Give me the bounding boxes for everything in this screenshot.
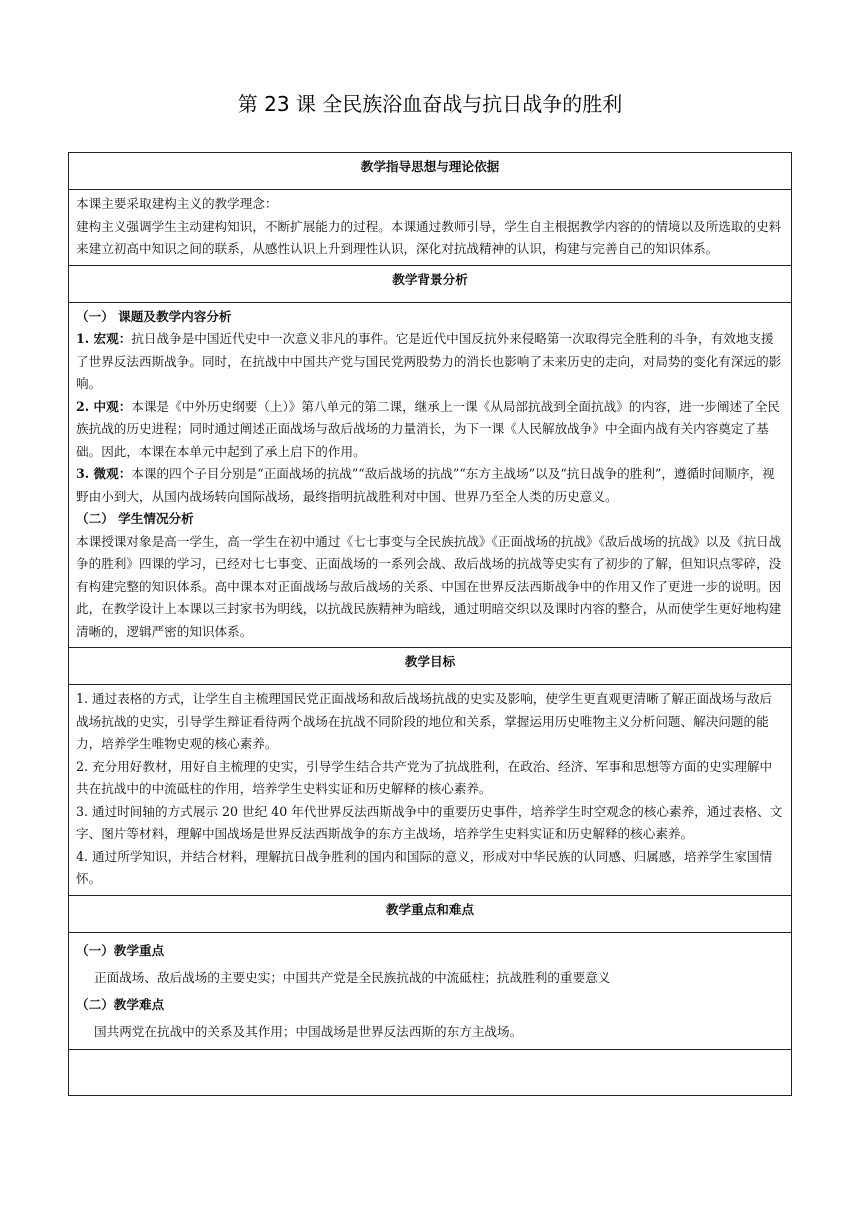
macro-label: 1. 宏观：	[76, 331, 132, 346]
objective-item: 1. 通过表格的方式，让学生自主梳理国民党正面战场和敌后战场抗战的史实及影响，使学生更直观更清晰了解正面战场与敌后战场抗战的史实，引导学生辩证看待两个战场在抗战不同阶段的地位和关系，掌握运用历史唯物主义分析问题、解决问题的能力，培养学生唯物史观的核心素养。	[76, 691, 773, 751]
micro-paragraph	[76, 463, 784, 508]
section-heading-objectives: 教学目标	[69, 648, 792, 685]
table-row	[69, 153, 792, 190]
subheading-difficulty: （二）教学难点	[76, 996, 165, 1012]
empty-cell	[69, 1049, 792, 1095]
table-row	[69, 648, 792, 685]
student-analysis-text: 本课授课对象是高一学生，高一学生在初中通过《七七事变与全民族抗战》《正面战场的抗战》《敌后战场的抗战》以及《抗日战争的胜利》四课的学习，已经对七七事变、正面战场的一系列会战、敌后战场的抗战等史实有了初步的了解，但知识点零碎，没有构建完整的知识体系。高中课本对正面战场与敌后战场的关系、中国在世界反法西斯战争中的作用又作了更进一步的说明。因此，在教学设计上本课以三封家书为明线，以抗战民族精神为暗线，通过明暗交织以及课时内容的整合，从而使学生更好地构建清晰的，逻辑严密的知识体系。	[76, 533, 782, 639]
table-row	[69, 265, 792, 302]
micro-label: 3. 微观：	[76, 466, 132, 481]
objectives-content	[69, 685, 792, 896]
table-row	[69, 685, 792, 896]
page-title: 第 23 课 全民族浴血奋战与抗日战争的胜利	[237, 92, 623, 116]
background-content	[69, 302, 792, 648]
macro-text: 抗日战争是中国近代史中一次意义非凡的事件。它是近代中国反抗外来侵略第一次取得完全胜利的斗争，有效地支援了世界反法西斯战争。同时，在抗战中中国共产党与国民党两股势力的消长也影响了未来历史的走向，对局势的变化有深远的影响。	[76, 331, 782, 391]
meso-paragraph	[76, 396, 784, 464]
macro-paragraph	[76, 328, 784, 396]
focus-text: 正面战场、敌后战场的主要史实；中国共产党是全民族抗战的中流砥柱；抗战胜利的重要意义	[94, 969, 611, 985]
table-row	[69, 932, 792, 1049]
objective-item: 2. 充分用好教材，用好自主梳理的史实，引导学生结合共产党为了抗战胜利，在政治、经济、军事和思想等方面的史实理解中共在抗战中的中流砥柱的作用，培养学生史料实证和历史解释的核心素养。	[76, 758, 773, 796]
section-heading-guiding: 教学指导思想与理论依据	[69, 153, 792, 190]
meso-text: 本课是《中外历史纲要（上）》第八单元的第二课，继承上一课《从局部抗战到全面抗战》的内容，进一步阐述了全民族抗战的历史进程；同时通过阐述正面战场与敌后战场的力量消长，为下一课《人民解放战争》中全面内战有关内容奠定了基础。因此，本课在本单元中起到了承上启下的作用。	[76, 398, 780, 459]
meso-label: 2. 中观：	[76, 398, 132, 414]
lesson-plan-table	[68, 152, 792, 1096]
guiding-line: 建构主义强调学生主动建构知识，不断扩展能力的过程。本课通过教师引导，学生自主根据教学内容的的情境以及所选取的史料来建立初高中知识之间的联系，从感性认识上升到理性认识，深化对抗战精神的认识，构建与完善自己的知识体系。	[76, 218, 782, 256]
difficulty-text: 国共两党在抗战中的关系及其作用；中国战场是世界反法西斯的东方主战场。	[94, 1023, 523, 1039]
section-heading-background: 教学背景分析	[69, 265, 792, 302]
table-row	[69, 302, 792, 648]
table-row	[69, 1049, 792, 1095]
table-row	[69, 895, 792, 932]
subheading-topic-analysis: （一） 课题及教学内容分析	[76, 308, 232, 324]
objective-item: 3. 通过时间轴的方式展示 20 世纪 40 年代世界反法西斯战争中的重要历史事件，培养学生时空观念的核心素养，通过表格、文字、图片等材料，理解中国战场是世界反法西斯战争的东方主战场，培养学生史料实证和历史解释的核心素养。	[76, 803, 783, 841]
guiding-line: 本课主要采取建构主义的教学理念：	[76, 196, 278, 211]
subheading-focus: （一）教学重点	[76, 942, 165, 958]
subheading-student-analysis: （二） 学生情况分析	[76, 511, 194, 526]
guiding-content	[69, 190, 792, 266]
micro-text: 本课的四个子目分别是“正面战场的抗战”“敌后战场的抗战”“东方主战场”以及“抗日战争的胜利”，遵循时间顺序，视野由小到大，从国内战场转向国际战场，最终指明抗战胜利对中国、世界乃至全人类的历史意义。	[76, 466, 775, 504]
objective-item: 4. 通过所学知识，并结合材料，理解抗日战争胜利的国内和国际的意义，形成对中华民族的认同感、归属感，培养学生家国情怀。	[76, 848, 773, 886]
key-points-content	[69, 932, 792, 1049]
section-heading-key-points: 教学重点和难点	[69, 895, 792, 932]
table-row	[69, 190, 792, 266]
